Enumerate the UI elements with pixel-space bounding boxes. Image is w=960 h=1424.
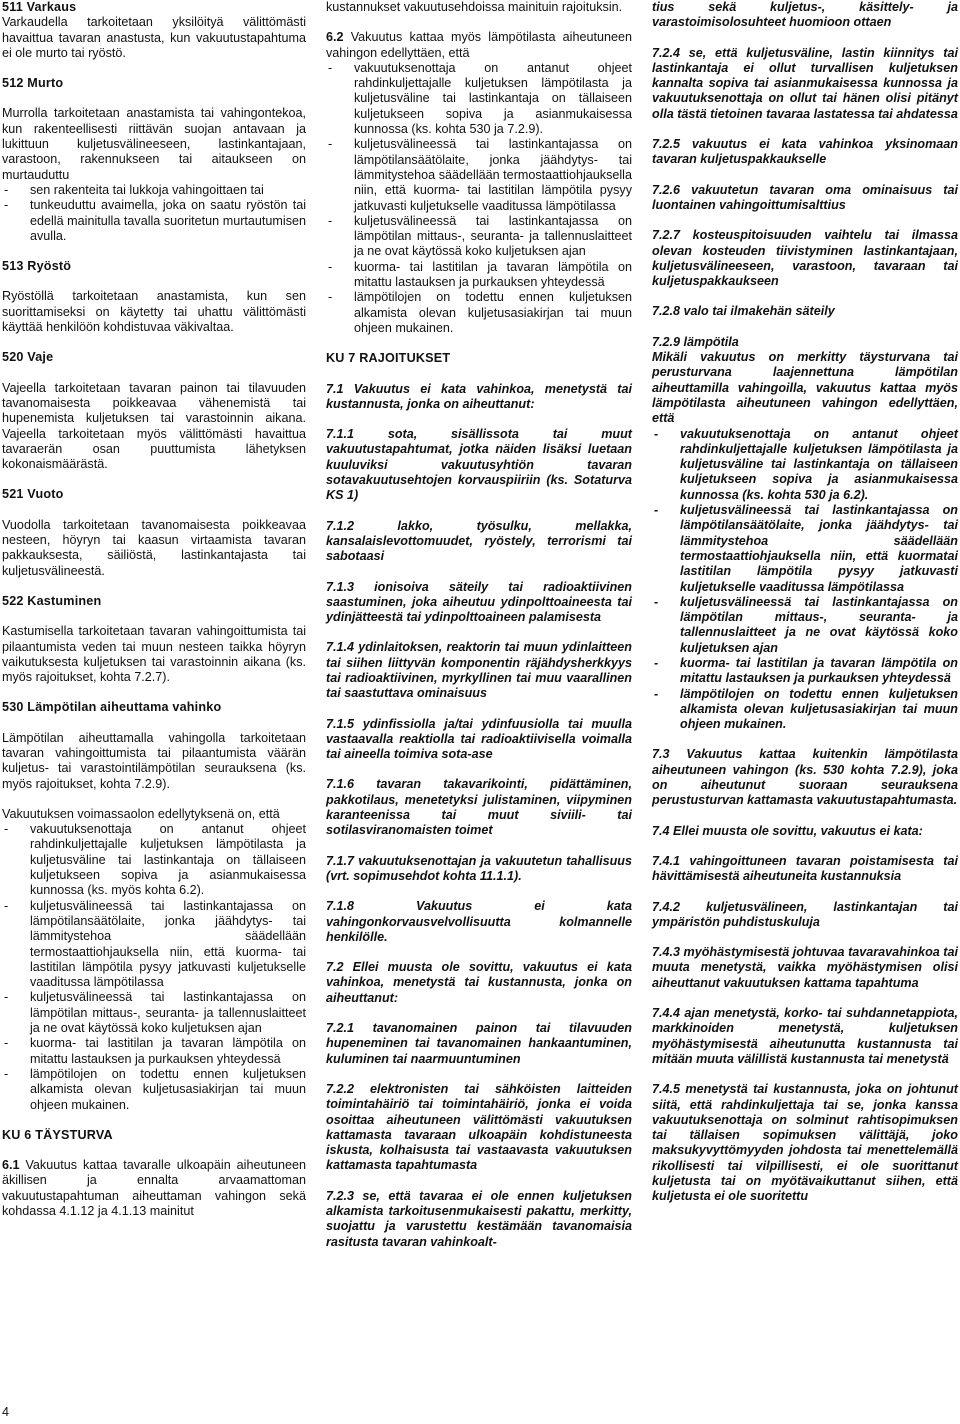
section-521-text: Vuodolla tarkoitetaan tavanomaisesta poikkeavaa nesteen, höyryn tai kaasun virtaamista tavaran pakkauksesta, säiliöstä, lastinkantajasta tai kuljetusvälineestä. xyxy=(2,517,306,578)
section-61-body: Vakuutus kattaa tavaralle ulkoapäin aiheutuneen äkillisen ja ennalta arvaamattoman vakuutustapahtuman aiheuttaman vahingon sekä kohdassa 4.1.12 ja 4.1.13 mainitut xyxy=(2,1158,306,1218)
list-item: - lämpötilojen on todettu ennen kuljetuksen alkamista olevan kuljetusasiakirjan tai muun ohjeen mukainen. xyxy=(326,290,632,336)
list-item: - kuljetusvälineessä tai lastinkantajassa on lämpötilan mittaus-, seuranta- ja tallennuslaitteet ja ne ovat käytössä koko kuljetuksen ajan xyxy=(326,214,632,260)
page-number: 4 xyxy=(2,1405,10,1419)
list-item: - kuljetusvälineessä tai lastinkantajassa on lämpötilansäätölaite, jonka jäähdytys- tai lämmitystehoa säädellään termostaattiohjauksella niin, että kuorma- tai lastitilan lämpötila pysyy jatkuvasti kuljetukselle vaaditussa lämpötilassa xyxy=(2,899,306,991)
section-718: 7.1.8 Vakuutus ei kata vahingonkorvausvelvollisuutta kolmannelle henkilölle. xyxy=(326,899,632,944)
list-item: - vakuutuksenottaja on antanut ohjeet rahdinkuljettajalle kuljetuksen lämpötilasta ja kuljetusväline tai lastinkantaja on tällaiseen kuljetukseen sopiva ja asianmukaisessa kunnossa (ks. kohta 530 ja 6.2). xyxy=(652,427,958,503)
section-721: 7.2.1 tavanomainen painon tai tilavuuden hupeneminen tai tavanomainen hankaantuminen, kuluminen tai naarmuuntuminen xyxy=(326,1021,632,1066)
section-726: 7.2.6 vakuutetun tavaran oma ominaisuus tai luontainen vahingoittumisalttius xyxy=(652,182,958,212)
section-530-text: Lämpötilan aiheuttamalla vahingolla tarkoitetaan tavaran vahingoittumista tai pilaantumista väärän kuljetus- tai varastointilämpötilan seurauksena (ks. myös rajoitukset, kohta 7.2.9). xyxy=(2,730,306,791)
ku6-heading: KU 6 TÄYSTURVA xyxy=(2,1127,113,1142)
section-745: 7.4.5 menetystä tai kustannusta, joka on johtunut siitä, että rahdinkuljettaja tai se, jonka kanssa vakuutuksenottaja on solminut rahtisopimuksen tai tällaisen sopimuksen välittäjä, joko maksukyvyttömyyden johdosta tai menettelemällä rikollisesti tai vilpillisesti, ei ole suorittanut kuljetusta tai on myötävaikuttanut siihen, että kuljetusta ei ole suoritettu xyxy=(652,1082,958,1204)
section-530-list xyxy=(2,822,306,1113)
section-74: 7.4 Ellei muusta ole sovittu, vakuutus ei kata: xyxy=(652,823,923,838)
section-61-text xyxy=(2,1158,306,1219)
section-71: 7.1 Vakuutus ei kata vahinkoa, menetystä tai kustannusta, jonka on aiheuttanut: xyxy=(326,381,632,411)
section-73: 7.3 Vakuutus kattaa kuitenkin lämpötilasta aiheutuneen vahingon (ks. 530 kohta 7.2.9), joka on aiheutunut suoraan seurauksena perustusturvan kattamasta vakuutustapahtumasta. xyxy=(652,747,958,808)
section-62-text xyxy=(326,30,632,61)
section-513-text: Ryöstöllä tarkoitetaan anastamista, kun sen suorittamiseksi on käytetty tai uhattu välittömästi käyttää henkilöön kohdistuvaa väkivaltaa. xyxy=(2,289,306,335)
list-item: - kuljetusvälineessä tai lastinkantajassa on lämpötilan mittaus-, seuranta- ja tallennuslaitteet ja ne ovat käytössä koko kuljetuksen ajan xyxy=(2,990,306,1036)
section-520-text: Vajeella tarkoitetaan tavaran painon tai tilavuuden tavanomaisesta poikkeavaa vähenemistä tai hupenemista kuljetuksen tai varastoinnin aikana. Vajeella tarkoitetaan myös välittömästi havaittua tavaraerän osan puuttumista lähetyksen kokonaismäärästä. xyxy=(2,380,306,472)
list-item: - kuorma- tai lastitilan ja tavaran lämpötila on mitattu lastauksen ja purkauksen yhteydessä xyxy=(326,260,632,291)
section-727: 7.2.7 kosteuspitoisuuden vaihtelu tai ilmassa olevan kosteuden tiivistyminen lastinkantajaan, kuljetusvälineeseen, varastoon, tavaraan tai kuljetuspakkaukseen xyxy=(652,228,958,289)
section-729-heading: 7.2.9 lämpötila xyxy=(652,334,739,349)
list-item: - kuorma- tai lastitilan ja tavaran lämpötila on mitattu lastauksen ja purkauksen yhteydessä xyxy=(652,656,958,687)
section-714: 7.1.4 ydinlaitoksen, reaktorin tai muun ydinlaitteen tai siihen liittyvän komponentin räjähdysherkkyys tai radioaktiivinen, myrkyllinen tai muu vaarallinen tai saastuttava ominaisuus xyxy=(326,640,632,701)
list-item: - kuljetusvälineessä tai lastinkantajassa on lämpötilansäätölaite, jonka jäähdytys- tai lämmitystehoa säädellään termostaattiohjauksella niin, että kuormatai lastitilan lämpötila pysyy jatkuvasti kuljetukselle vaaditussa lämpötilassa xyxy=(652,503,958,595)
section-743: 7.4.3 myöhästymisestä johtuvaa tavaravahinkoa tai muuta menetystä, vaikka myöhästymisen olisi aiheuttanut vakuutuksen kattama tapahtuma xyxy=(652,945,958,990)
section-513-heading: 513 Ryöstö xyxy=(2,259,72,274)
list-item: - lämpötilojen on todettu ennen kuljetuksen alkamista olevan kuljetusasiakirjan tai muun ohjeen mukainen. xyxy=(652,687,958,733)
section-713: 7.1.3 ionisoiva säteily tai radioaktiivinen saastuminen, joka aiheutuu ydinpolttoaineesta tai ydinjätteestä tai ydinpolttoaineen palamisesta xyxy=(326,579,632,625)
section-729-list xyxy=(652,427,958,733)
section-512-text: Murrolla tarkoitetaan anastamista tai vahingontekoa, kun rakenteellisesti riittävän suojan antavaan ja lukittuun kuljetusvälineeseen, lastinkantajaan, varastoon, rakennukseen tai aitaukseen on murtauduttu xyxy=(2,106,306,182)
section-62-body: Vakuutus kattaa myös lämpötilasta aiheutuneen vahingon edellyttäen, että xyxy=(326,30,632,60)
section-61-number: 6.1 xyxy=(2,1158,20,1173)
section-725: 7.2.5 vakuutus ei kata vahinkoa yksinomaan tavaran kuljetuspakkaukselle xyxy=(652,137,958,167)
section-520-heading: 520 Vaje xyxy=(2,350,54,365)
list-item: - kuorma- tai lastitilan ja tavaran lämpötila on mitattu lastauksen ja purkauksen yhteydessä xyxy=(2,1036,306,1067)
section-728: 7.2.8 valo tai ilmakehän säteily xyxy=(652,304,835,319)
section-522-text: Kastumisella tarkoitetaan tavaran vahingoittumista tai pilaantumista veden tai muun nesteen taikka höyryn vaikutuksesta kuljetuksen tai varastoinnin aikana (ks. myös rajoitukset, kohta 7.2.7). xyxy=(2,624,306,685)
column-right xyxy=(652,0,958,1205)
section-512-heading: 512 Murto xyxy=(2,76,64,91)
section-716: 7.1.6 tavaran takavarikointi, pidättäminen, pakkotilaus, menetetyksi julistaminen, viipyminen karanteenissa tai muut siviili- tai sotilasviranomaisten toimet xyxy=(326,777,632,838)
section-744: 7.4.4 ajan menetystä, korko- tai suhdannetappiota, markkinoiden menetystä, kuljetuksen myöhästymisestä aiheutunutta kustannusta tai mitään muuta välillistä kustannusta tai menetystä xyxy=(652,1006,958,1066)
section-712: 7.1.2 lakko, työsulku, mellakka, kansalaislevottomuudet, ryöstely, terrorismi tai sabotaasi xyxy=(326,518,632,564)
section-530-heading: 530 Lämpötilan aiheuttama vahinko xyxy=(2,700,222,715)
section-62-list xyxy=(326,61,632,336)
section-711: 7.1.1 sota, sisällissota tai muut vakuutustapahtumat, jotka näiden lisäksi luetaan kuuluviksi vakuutusyhtiön tavaran sotavakuutusehtojen korvauspiiriin (ks. Sotaturva KS 1) xyxy=(326,427,632,503)
list-item: - vakuutuksenottaja on antanut ohjeet rahdinkuljettajalle kuljetuksen lämpötilasta ja kuljetusväline tai lastinkantaja on tällaiseen kuljetukseen sopiva ja asianmukaisessa kunnossa (ks. myös kohta 6.2). xyxy=(2,822,306,898)
list-item: - tunkeuduttu avaimella, joka on saatu ryöstön tai edellä mainitulla tavalla suoritetun murtautumisen avulla. xyxy=(2,198,306,244)
section-72: 7.2 Ellei muusta ole sovittu, vakuutus ei kata vahinkoa, menetystä tai kustannusta, jonka on aiheuttanut: xyxy=(326,960,632,1005)
section-722: 7.2.2 elektronisten tai sähköisten laitteiden toimintahäiriö tai toimintahäiriö, jonka ei voida osoittaa aiheutuneen välittömästi vakuutuksen kattamasta tavaraan ulkoapäin kohdistuneesta iskusta, kolhaisusta tai vastaavasta vakuutuksen kattamasta tapahtumasta xyxy=(326,1081,632,1173)
section-724: 7.2.4 se, että kuljetusväline, lastin kiinnitys tai lastinkantaja ei ollut turvallisen kuljetuksen kannalta sopiva tai asianmukaisessa kunnossa ja vakuutuksenottaja on ollut tai hänen olisi pitänyt olla tästä tietoinen tavaraa lastatessa tai ahdatessa xyxy=(652,45,958,121)
section-741: 7.4.1 vahingoittuneen tavaran poistamisesta tai hävittämisestä aiheutuneita kustannuksia xyxy=(652,853,958,884)
column-middle xyxy=(326,0,632,1250)
list-item: - kuljetusvälineessä tai lastinkantajassa on lämpötilan mittaus-, seuranta- ja tallennuslaitteet ja ne ovat käytössä koko kuljetuksen ajan xyxy=(652,595,958,656)
continued-text: kustannukset vakuutusehdoissa mainituin rajoituksin. xyxy=(326,0,623,14)
list-item: - kuljetusvälineessä tai lastinkantajassa on lämpötilansäätölaite, jonka jäähdytys- tai lämmitystehoa säädellään termostaattiohjauksella niin, että kuorma- tai lastitilan lämpötila pysyy jatkuvasti kuljetukselle vaaditussa lämpötilassa xyxy=(326,137,632,213)
section-729-text: Mikäli vakuutus on merkitty täysturvana tai perusturvana laajennettuna lämpötilan aiheuttamilla vahingoilla, vakuutus kattaa myös lämpötilasta aiheutuneen vahingon edellyttäen, että xyxy=(652,350,958,426)
section-522-heading: 522 Kastuminen xyxy=(2,593,102,608)
section-715: 7.1.5 ydinfissiolla ja/tai ydinfuusiolla tai muulla vastaavalla reaktiolla tai radioaktiivisella voimalla tai aineella toimiva sota-ase xyxy=(326,716,632,762)
section-723: 7.2.3 se, että tavaraa ei ole ennen kuljetuksen alkamista tarkoitusenmukaisesti pakattu, merkitty, suojattu ja varustettu kestämään tavanomaisia rasitusta tavaran vahinkoalt- xyxy=(326,1188,632,1249)
section-62-number: 6.2 xyxy=(326,30,344,45)
list-item: - vakuutuksenottaja on antanut ohjeet rahdinkuljettajalle kuljetuksen lämpötilasta ja kuljetusväline tai lastinkantaja on tällaiseen kuljetukseen sopiva ja asianmukaisessa kunnossa (ks. kohta 530 ja 7.2.9). xyxy=(326,61,632,137)
section-511-heading: 511 Varkaus xyxy=(2,0,77,14)
section-521-heading: 521 Vuoto xyxy=(2,487,64,502)
section-511-text: Varkaudella tarkoitetaan yksilöityä välittömästi havaittua tavaran anastusta, kun vakuutustapahtuma ei ole murto tai ryöstö. xyxy=(2,15,306,60)
ku7-heading: KU 7 RAJOITUKSET xyxy=(326,351,451,366)
section-530-conditions-intro: Vakuutuksen voimassaolon edellytyksenä on, että xyxy=(2,806,280,821)
section-742: 7.4.2 kuljetusvälineen, lastinkantajan tai ympäristön puhdistuskuluja xyxy=(652,899,958,929)
section-512-list xyxy=(2,183,306,244)
list-item: - lämpötilojen on todettu ennen kuljetuksen alkamista olevan kuljetusasiakirjan tai muun ohjeen mukainen. xyxy=(2,1067,306,1113)
section-717: 7.1.7 vakuutuksenottajan ja vakuutetun tahallisuus (vrt. sopimusehdot kohta 11.1.1). xyxy=(326,853,632,883)
column-left xyxy=(2,0,306,1219)
list-item: - sen rakenteita tai lukkoja vahingoittaen tai xyxy=(2,183,306,198)
continued-text: tius sekä kuljetus-, käsittely- ja varastoimisolosuhteet huomioon ottaen xyxy=(652,0,958,30)
